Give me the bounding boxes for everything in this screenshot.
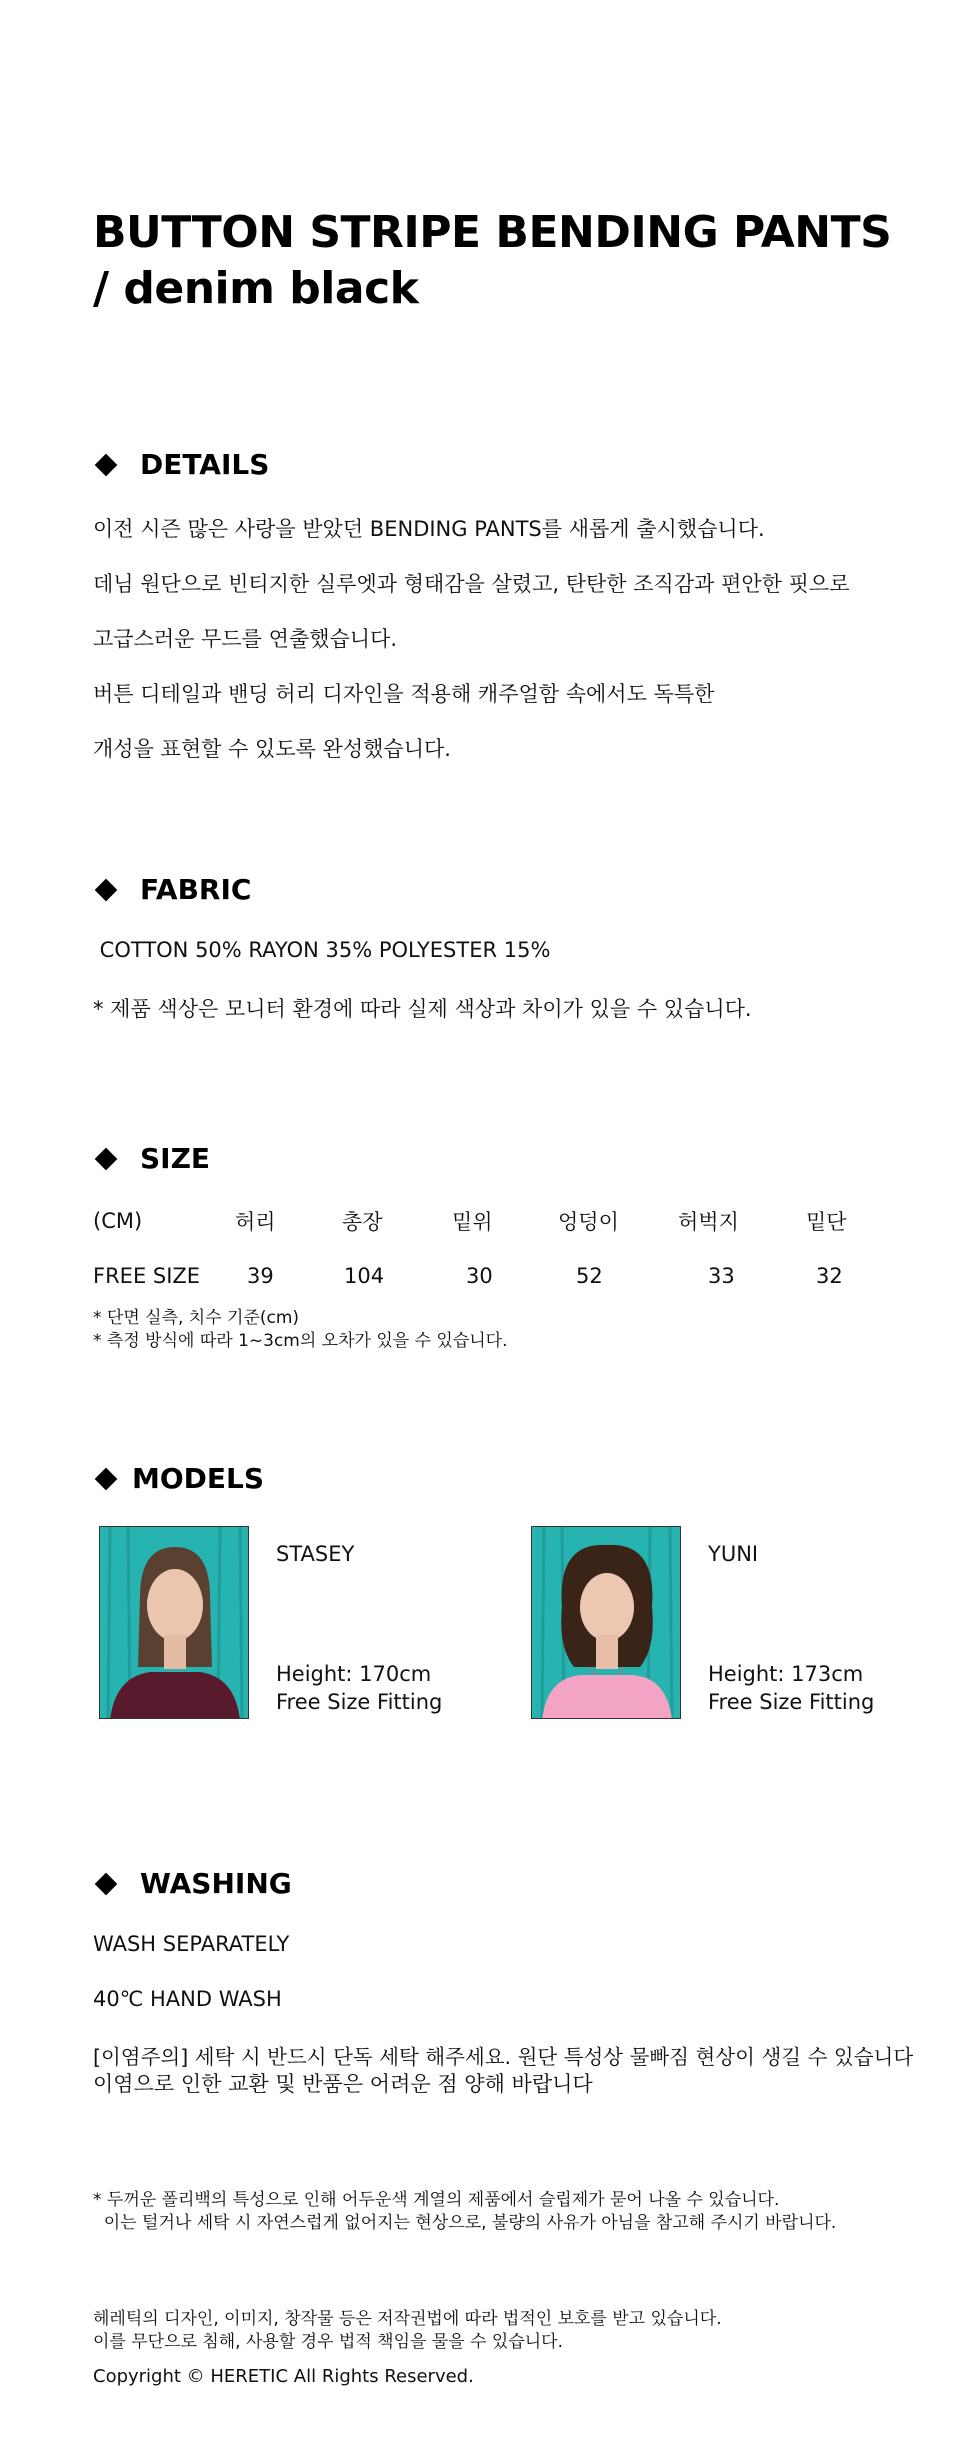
- diamond-icon: [95, 878, 118, 901]
- diamond-icon: [95, 1467, 118, 1490]
- washing-line-1: WASH SEPARATELY: [93, 1932, 290, 1956]
- notice-line-2: 이는 털거나 세탁 시 자연스럽게 없어지는 현상으로, 불량의 사유가 아님을 참고해 주시기 바랍니다.: [93, 2213, 837, 2233]
- model-height-stasey: Height: 170cm: [276, 1662, 432, 1686]
- size-header-rise: 밑위: [452, 1209, 493, 1234]
- details-heading-label: DETAILS: [140, 448, 270, 481]
- model-photo-stasey: [99, 1526, 249, 1719]
- size-heading: [93, 1142, 210, 1175]
- diamond-icon: [95, 1147, 118, 1170]
- model-name-yuni: YUNI: [708, 1542, 759, 1566]
- washing-heading: [93, 1867, 292, 1900]
- size-header-hip: 엉덩이: [558, 1209, 619, 1234]
- diamond-icon: [95, 1872, 118, 1895]
- fabric-heading: [93, 873, 251, 906]
- size-header-waist: 허리: [235, 1209, 276, 1234]
- product-title-line1: BUTTON STRIPE BENDING PANTS: [93, 207, 892, 258]
- size-header-row: [93, 1193, 866, 1248]
- model-portrait-icon: [100, 1527, 249, 1719]
- washing-line-3: [이염주의] 세탁 시 반드시 단독 세탁 해주세요. 원단 특성상 물빠짐 현상이 생길 수 있습니다: [93, 2045, 914, 2069]
- copyright-line-2: 이를 무단으로 침해, 사용할 경우 법적 책임을 물을 수 있습니다.: [93, 2332, 563, 2352]
- product-title-line2: / denim black: [93, 263, 419, 314]
- diamond-icon: [95, 453, 118, 476]
- copyright-line-1: 헤레틱의 디자인, 이미지, 창작물 등은 저작권법에 따라 법적인 보호를 받고 있습니다.: [93, 2309, 722, 2329]
- model-photo-yuni: [531, 1526, 681, 1719]
- size-heading-label: SIZE: [140, 1142, 211, 1175]
- size-header-unit: (CM): [93, 1208, 143, 1233]
- size-cell-label: FREE SIZE: [93, 1263, 201, 1288]
- model-name-stasey: STASEY: [276, 1542, 355, 1566]
- size-header-thigh: 허벅지: [678, 1209, 739, 1234]
- fabric-note: * 제품 색상은 모니터 환경에 따라 실제 색상과 차이가 있을 수 있습니다.: [93, 997, 752, 1021]
- size-cell-thigh: 33: [708, 1263, 735, 1288]
- copyright-line-3: Copyright © HERETIC All Rights Reserved.: [93, 2366, 474, 2387]
- details-line-4: 버튼 디테일과 밴딩 허리 디자인을 적용해 캐주얼함 속에서도 독특한: [93, 682, 715, 706]
- model-fit-yuni: Free Size Fitting: [708, 1690, 875, 1714]
- size-cell-length: 104: [344, 1263, 385, 1288]
- washing-line-4: 이염으로 인한 교환 및 반품은 어려운 점 양해 바랍니다: [93, 2072, 593, 2096]
- size-table: [93, 1193, 866, 1303]
- fabric-heading-label: FABRIC: [140, 873, 252, 906]
- size-cell-rise: 30: [466, 1263, 493, 1288]
- details-line-2: 데님 원단으로 빈티지한 실루엣과 형태감을 살렸고, 탄탄한 조직감과 편안한 핏으로: [93, 572, 850, 596]
- size-header-hem: 밑단: [806, 1209, 847, 1234]
- details-heading: [93, 448, 269, 481]
- washing-line-2: 40℃ HAND WASH: [93, 1987, 282, 2011]
- model-height-yuni: Height: 173cm: [708, 1662, 864, 1686]
- models-heading-label: MODELS: [132, 1462, 265, 1495]
- details-line-3: 고급스러운 무드를 연출했습니다.: [93, 627, 398, 651]
- details-line-5: 개성을 표현할 수 있도록 완성했습니다.: [93, 737, 451, 761]
- size-row-free: [93, 1248, 866, 1303]
- model-fit-stasey: Free Size Fitting: [276, 1690, 443, 1714]
- model-portrait-icon: [532, 1527, 681, 1719]
- models-heading: [93, 1462, 264, 1495]
- size-note-2: * 측정 방식에 따라 1~3cm의 오차가 있을 수 있습니다.: [93, 1331, 508, 1351]
- size-note-1: * 단면 실측, 치수 기준(cm): [93, 1308, 300, 1328]
- size-cell-hem: 32: [816, 1263, 843, 1288]
- details-line-1: 이전 시즌 많은 사랑을 받았던 BENDING PANTS를 새롭게 출시했습니다.: [93, 517, 765, 541]
- size-cell-waist: 39: [247, 1263, 274, 1288]
- fabric-composition: COTTON 50% RAYON 35% POLYESTER 15%: [93, 938, 551, 962]
- size-cell-hip: 52: [576, 1263, 603, 1288]
- size-header-length: 총장: [342, 1209, 383, 1234]
- product-title: [93, 205, 891, 317]
- notice-line-1: * 두꺼운 폴리백의 특성으로 인해 어두운색 계열의 제품에서 슬립제가 묻어 나올 수 있습니다.: [93, 2190, 780, 2210]
- washing-heading-label: WASHING: [140, 1867, 292, 1900]
